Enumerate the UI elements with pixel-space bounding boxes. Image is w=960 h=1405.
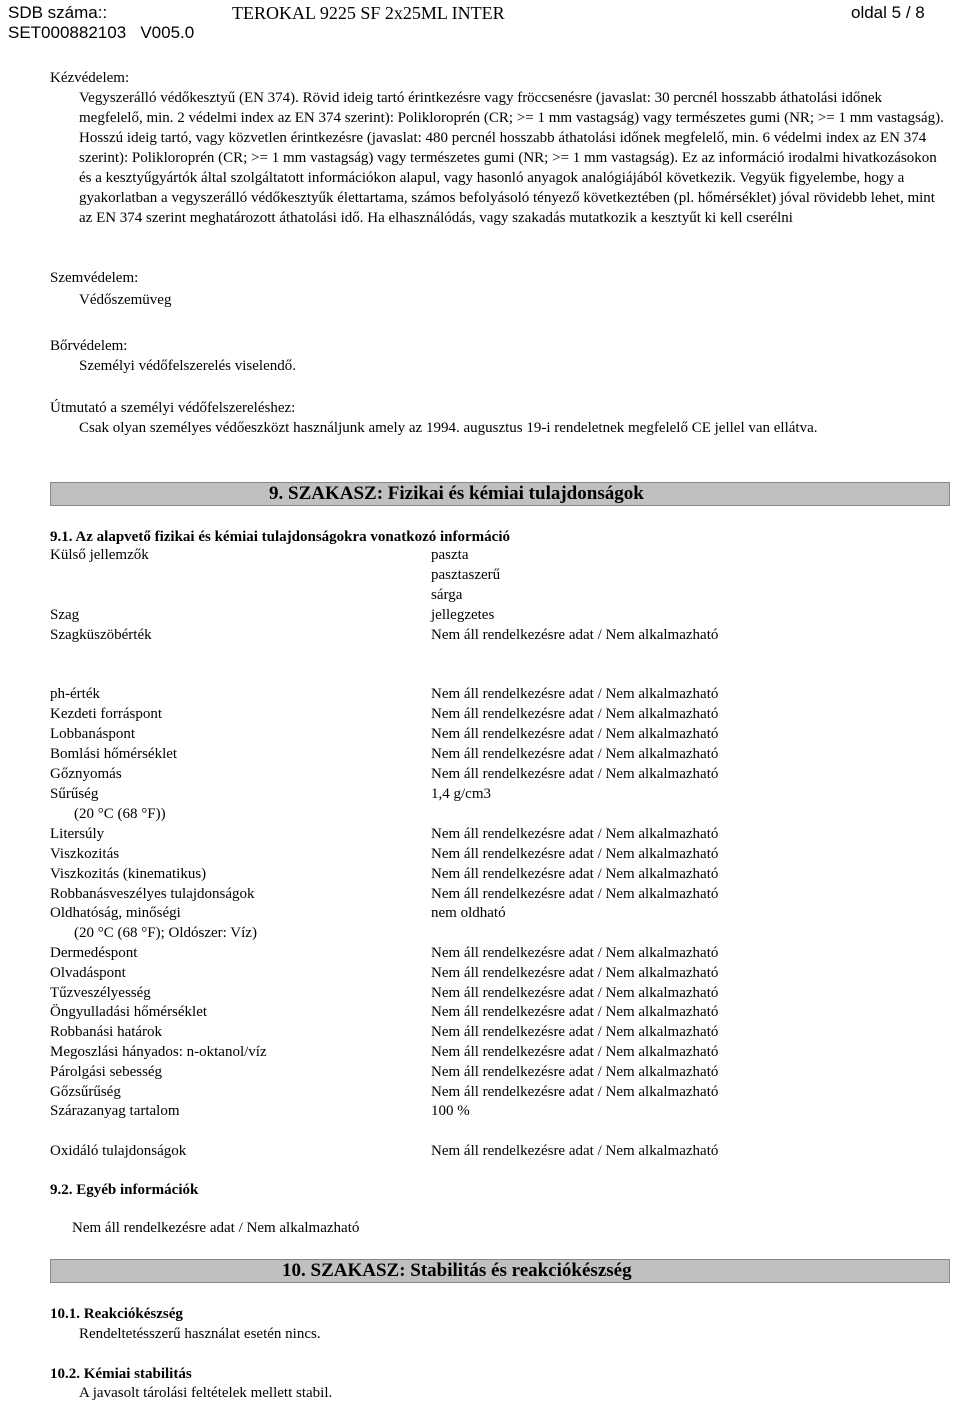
- hand-protection-text: Vegyszerálló védőkesztyű (EN 374). Rövid ideig tartó érintkezésre vagy fröccsenésre (javaslat: 30 percnél hosszabb áthatolási időnek megfelelő, min. 2 védelmi index az EN 374 szerint): Polikloroprén (CR; >= 1 mm vastagság) vagy természetes gumi (NR; >= 1 mm vastagság). Hosszú ideig tartó, vagy közvetlen érintkezésre (javaslat: 480 percnél hosszabb áthatolási időnek megfelelő, min. 6 védelmi index az EN 374 szerint): Polikloroprén (CR; >= 1 mm vastagság) vagy természetes gumi (NR; >= 1 mm vastagság). Ez az információ irodalmi hivatkozásokon és a kesztyűgyártók által szolgáltatott információkon alapul, vagy hasonló anyagok analógiájából következik. Vegyük figyelembe, hogy a gyakorlatban a vegyszerálló védőkesztyűk élettartama, számos befolyásoló tényező következtében (pl. hőmérséklet) jóval rövidebb lehet, mint az EN 374 szerint meghatározott áthatolási idő. Ha elhasználódás, vagy szakadás mutatkozik a kesztyűt ki kell cserélni: [79, 90, 944, 226]
- property-value: Nem áll rendelkezésre adat / Nem alkalmazható: [431, 985, 719, 1001]
- property-value: 100 %: [431, 1103, 470, 1119]
- property-name: Litersúly: [50, 826, 105, 842]
- property-name: Gőzsűrűség: [50, 1084, 121, 1100]
- property-name: Szárazanyag tartalom: [50, 1103, 180, 1119]
- property-value: Nem áll rendelkezésre adat / Nem alkalmazható: [431, 945, 719, 961]
- property-name: Oxidáló tulajdonságok: [50, 1143, 187, 1159]
- property-value: sárga: [431, 587, 463, 603]
- property-name: Külső jellemzők: [50, 547, 149, 563]
- ppe-guide-text: Csak olyan személyes védőeszközt használjunk amely az 1994. augusztus 19-i rendeletnek megfelelő CE jellel van ellátva.: [79, 420, 818, 436]
- product-name: TEROKAL 9225 SF 2x25ML INTER: [232, 3, 505, 23]
- property-name: Robbanásveszélyes tulajdonságok: [50, 886, 255, 902]
- property-value: Nem áll rendelkezésre adat / Nem alkalmazható: [431, 1024, 719, 1040]
- section-10-2-heading: 10.2. Kémiai stabilitás: [50, 1366, 192, 1382]
- property-value: Nem áll rendelkezésre adat / Nem alkalmazható: [431, 1044, 719, 1060]
- property-value: Nem áll rendelkezésre adat / Nem alkalmazható: [431, 1004, 719, 1020]
- property-name: Tűzveszélyesség: [50, 985, 151, 1001]
- property-value: jellegzetes: [431, 607, 495, 623]
- property-value: Nem áll rendelkezésre adat / Nem alkalmazható: [431, 1084, 719, 1100]
- property-value: pasztaszerű: [431, 567, 501, 583]
- section-10-2-text: A javasolt tárolási feltételek mellett stabil.: [79, 1385, 333, 1401]
- sdb-number: [8, 23, 194, 43]
- property-name: (20 °C (68 °F)): [74, 806, 166, 822]
- property-value: paszta: [431, 547, 469, 563]
- section-9-2-heading: 9.2. Egyéb információk: [50, 1182, 199, 1198]
- property-name: Bomlási hőmérséklet: [50, 746, 178, 762]
- section-9-2-text: Nem áll rendelkezésre adat / Nem alkalmazható: [72, 1220, 360, 1236]
- property-name: Viszkozitás: [50, 846, 120, 862]
- property-name: Szag: [50, 607, 80, 623]
- ppe-guide-label: Útmutató a személyi védőfelszereléshez:: [50, 400, 296, 416]
- page-number: oldal 5 / 8: [851, 3, 925, 22]
- eye-protection-label: Szemvédelem:: [50, 270, 139, 286]
- version-value: V005.0: [140, 23, 195, 42]
- property-value: Nem áll rendelkezésre adat / Nem alkalmazható: [431, 965, 719, 981]
- skin-protection-text: Személyi védőfelszerelés viselendő.: [79, 358, 297, 374]
- property-name: Megoszlási hányados: n-oktanol/víz: [50, 1044, 267, 1060]
- section-10-1-heading: 10.1. Reakciókészség: [50, 1306, 183, 1322]
- property-value: Nem áll rendelkezésre adat / Nem alkalmazható: [431, 706, 719, 722]
- property-value: nem oldható: [431, 905, 506, 921]
- property-name: Oldhatóság, minőségi: [50, 905, 181, 921]
- property-name: Olvadáspont: [50, 965, 126, 981]
- section-9-title: 9. SZAKASZ: Fizikai és kémiai tulajdonságok: [269, 483, 644, 504]
- property-value: Nem áll rendelkezésre adat / Nem alkalmazható: [431, 686, 719, 702]
- property-value: Nem áll rendelkezésre adat / Nem alkalmazható: [431, 866, 719, 882]
- property-name: Párolgási sebesség: [50, 1064, 163, 1080]
- property-name: Kezdeti forráspont: [50, 706, 163, 722]
- property-value: Nem áll rendelkezésre adat / Nem alkalmazható: [431, 886, 719, 902]
- property-value: Nem áll rendelkezésre adat / Nem alkalmazható: [431, 826, 719, 842]
- sdb-label: SDB száma::: [8, 3, 108, 22]
- property-value: Nem áll rendelkezésre adat / Nem alkalmazható: [431, 846, 719, 862]
- property-name: Gőznyomás: [50, 766, 122, 782]
- property-name: Lobbanáspont: [50, 726, 135, 742]
- property-name: Sűrűség: [50, 786, 99, 802]
- section-9-1-heading: 9.1. Az alapvető fizikai és kémiai tulajdonságokra vonatkozó információ: [50, 529, 510, 545]
- eye-protection-text: Védőszemüveg: [79, 292, 172, 308]
- property-value: Nem áll rendelkezésre adat / Nem alkalmazható: [431, 726, 719, 742]
- property-name: Robbanási határok: [50, 1024, 163, 1040]
- skin-protection-label: Bőrvédelem:: [50, 338, 128, 354]
- property-value: 1,4 g/cm3: [431, 786, 491, 802]
- property-value: Nem áll rendelkezésre adat / Nem alkalmazható: [431, 1143, 719, 1159]
- property-value: Nem áll rendelkezésre adat / Nem alkalmazható: [431, 766, 719, 782]
- section-10-title: 10. SZAKASZ: Stabilitás és reakciókészség: [282, 1260, 632, 1281]
- property-value: Nem áll rendelkezésre adat / Nem alkalmazható: [431, 627, 719, 643]
- property-value: Nem áll rendelkezésre adat / Nem alkalmazható: [431, 1064, 719, 1080]
- property-name: Viszkozitás (kinematikus): [50, 866, 207, 882]
- property-value: Nem áll rendelkezésre adat / Nem alkalmazható: [431, 746, 719, 762]
- property-name: Dermedéspont: [50, 945, 138, 961]
- property-name: (20 °C (68 °F); Oldószer: Víz): [74, 925, 257, 941]
- section-10-1-text: Rendeltetésszerű használat esetén nincs.: [79, 1326, 321, 1342]
- property-name: Szagküszöbérték: [50, 627, 152, 643]
- sdb-number-value: SET000882103: [8, 23, 127, 42]
- property-name: ph-érték: [50, 686, 100, 702]
- property-name: Öngyulladási hőmérséklet: [50, 1004, 208, 1020]
- hand-protection-label: Kézvédelem:: [50, 70, 130, 86]
